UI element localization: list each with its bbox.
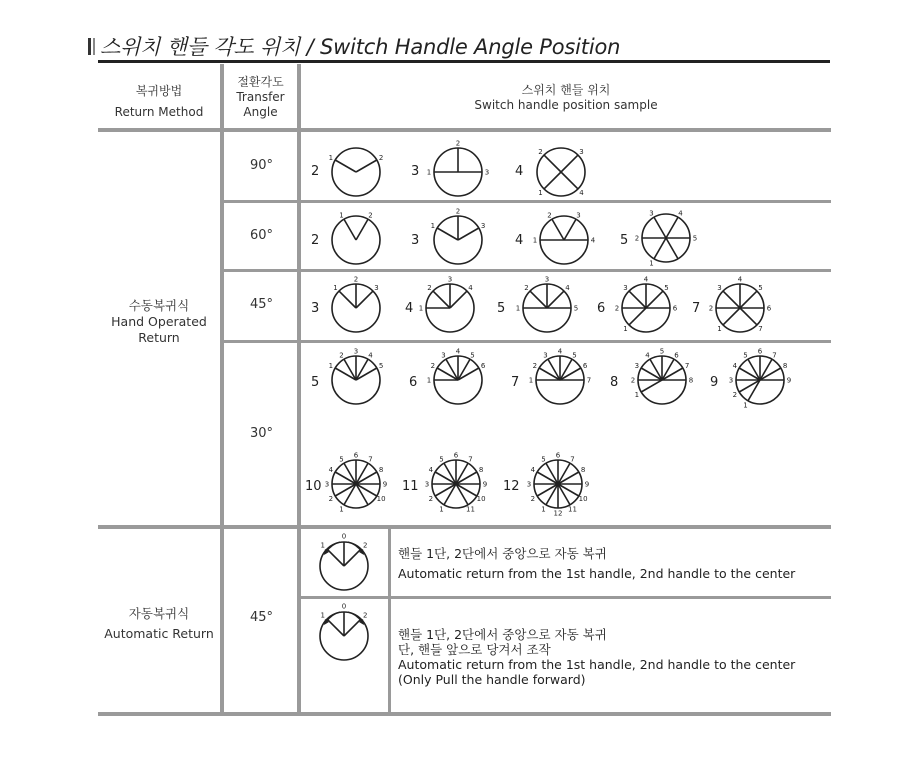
method-manual-ko: 수동복귀식 [128,298,190,313]
grid-line [388,528,391,715]
position-label: 2 [362,541,368,550]
position-label: 3 [374,283,379,292]
switch-diagram-30-7 [528,347,592,406]
position-label: 4 [678,209,683,218]
switch-position-line [723,308,740,325]
position-count: 8 [610,375,619,390]
position-label: 3 [480,222,486,230]
position-label: 4 [565,283,570,292]
position-label: 7 [468,455,473,464]
position-label: 1 [634,391,640,399]
position-label: 6 [353,451,359,460]
header-method-en: Return Method [114,105,204,119]
switch-position-line [629,308,646,325]
switch-position-line [356,291,373,308]
position-label: 2 [455,207,461,216]
grid-line [220,64,224,715]
position-label: 1 [320,611,326,620]
grid-line [297,64,301,715]
position-count: 2 [311,233,320,248]
position-label: 2 [532,362,538,370]
position-label: 2 [630,376,636,385]
position-label: 5 [378,362,384,370]
position-label: 8 [782,362,788,370]
position-label: 11 [466,505,475,514]
position-label: 3 [526,480,532,489]
switch-position-line [544,155,561,172]
position-label: 5 [573,304,579,313]
switch-diagram-30-8 [630,347,694,406]
position-label: 5 [572,351,577,360]
position-label: 3 [324,480,330,489]
header-angle-en1: Transfer [236,90,285,104]
position-label: 2 [530,495,536,503]
position-label: 1 [418,304,424,313]
position-label: 5 [439,455,444,464]
position-label: 1 [532,236,538,245]
switch-position-line [327,549,344,566]
position-label: 3 [649,209,654,218]
switch-position-line [547,291,564,308]
angle-60: 60° [250,228,274,243]
position-count: 6 [597,301,606,316]
method-manual-en1: Hand Operated [111,314,207,329]
position-label: 4 [737,275,743,284]
position-label: 7 [772,351,777,360]
switch-diagram-90-2 [330,146,382,198]
grid-line [98,128,831,132]
position-label: 6 [480,362,486,370]
position-count: 3 [411,164,420,179]
auto-row1-en: Automatic return from the 1st handle, 2nd handle to the center [398,566,796,581]
switch-diagram-auto-1 [318,532,370,592]
switch-position-line [344,549,361,566]
position-label: 2 [524,283,529,292]
position-label: 3 [441,351,446,360]
position-count: 9 [710,375,719,390]
header-method-ko: 복귀방법 [135,84,183,98]
position-label: 4 [590,236,596,245]
position-label: 0 [341,602,347,611]
position-label: 2 [547,211,552,220]
header-sample-en: Switch handle position sample [474,98,658,112]
position-label: 6 [672,304,678,313]
position-label: 2 [634,234,640,243]
position-label: 9 [482,480,488,489]
position-label: 8 [580,466,586,474]
position-label: 10 [376,495,386,503]
position-label: 4 [579,189,584,198]
position-label: 2 [368,211,373,220]
switch-diagram-30-6 [426,347,486,406]
position-label: 5 [743,351,748,360]
switch-diagram-60-4 [532,211,596,266]
position-label: 1 [339,505,344,514]
position-count: 4 [515,233,524,248]
position-label: 8 [378,466,384,474]
position-label: 1 [743,401,748,410]
grid-line [221,200,831,203]
header-position-sample [301,83,831,113]
switch-position-line [458,228,479,240]
position-count: 4 [405,301,414,316]
position-label: 9 [382,480,388,489]
method-hand-operated [100,298,218,346]
position-label: 2 [362,611,368,620]
position-label: 1 [430,222,436,230]
position-count: 6 [409,375,418,390]
position-label: 6 [453,451,459,460]
position-count: 7 [511,375,520,390]
position-label: 1 [328,154,334,162]
position-label: 6 [766,304,772,313]
position-label: 1 [515,304,521,313]
position-count: 5 [497,301,506,316]
position-label: 2 [430,362,436,370]
header-sample-ko: 스위치 핸들 위치 [521,83,611,97]
switch-position-line [666,238,678,259]
switch-diagram-30-11 [424,451,488,514]
switch-position-line [723,291,740,308]
position-label: 1 [528,376,534,385]
position-label: 0 [341,532,347,541]
position-count: 12 [503,479,520,494]
position-label: 6 [555,451,561,460]
position-count: 11 [402,479,419,494]
auto-row2-ko2: 단, 핸들 앞으로 당겨서 조작 [398,642,551,657]
position-label: 1 [541,505,546,514]
angle-auto-45: 45° [250,610,274,625]
position-label: 1 [623,325,628,334]
position-label: 1 [339,211,344,220]
switch-position-line [654,238,666,259]
position-label: 3 [484,168,490,177]
position-label: 2 [427,283,432,292]
method-auto-en: Automatic Return [104,626,214,641]
position-label: 3 [623,283,628,292]
position-label: 7 [758,325,763,334]
angle-30: 30° [250,426,274,441]
switch-position-line [740,308,757,325]
position-label: 2 [732,391,738,399]
switch-diagram-30-12 [526,451,590,518]
position-label: 3 [576,211,581,220]
switch-diagram-60-3 [430,207,486,266]
position-label: 3 [544,275,550,284]
angle-45: 45° [250,297,274,312]
position-label: 4 [645,351,650,360]
position-label: 1 [328,362,334,370]
position-label: 4 [428,466,434,474]
position-label: 2 [339,351,344,360]
position-label: 4 [643,275,649,284]
header-transfer-angle [224,75,297,120]
auto-row1-ko: 핸들 1단, 2단에서 중앙으로 자동 복귀 [398,546,607,561]
switch-diagram-90-4 [535,146,587,198]
position-label: 2 [328,495,334,503]
switch-diagram-60-2 [330,211,382,266]
position-label: 4 [530,466,536,474]
switch-diagram-auto-2 [318,602,370,662]
position-label: 5 [659,347,665,356]
position-label: 4 [557,347,563,356]
switch-diagram-45-3 [330,275,382,334]
position-label: 3 [634,362,640,370]
position-count: 2 [311,164,320,179]
switch-position-line [335,160,356,172]
position-label: 1 [426,168,432,177]
switch-position-line [433,291,450,308]
switch-position-line [344,219,356,240]
position-label: 5 [758,283,763,292]
position-label: 2 [708,304,714,313]
position-label: 4 [468,283,473,292]
position-label: 7 [586,376,592,385]
switch-position-line [641,380,662,392]
switch-diagram-45-4 [418,275,476,334]
position-label: 8 [478,466,484,474]
position-label: 9 [786,376,792,385]
position-label: 5 [692,234,698,243]
switch-position-line [629,291,646,308]
grid-line [298,596,831,599]
header-return-method [100,84,218,120]
position-label: 3 [424,480,430,489]
position-label: 6 [757,347,763,356]
auto-row2-en1: Automatic return from the 1st handle, 2nd handle to the center [398,657,796,672]
switch-position-line [666,217,678,238]
grid-line [98,525,831,529]
position-label: 6 [674,351,679,360]
auto-row2-ko1: 핸들 1단, 2단에서 중앙으로 자동 복귀 [398,627,607,642]
position-label: 7 [368,455,373,464]
position-label: 2 [614,304,620,313]
method-automatic [100,604,218,644]
position-label: 4 [732,362,738,370]
switch-position-line [552,219,564,240]
switch-position-line [450,291,467,308]
position-label: 7 [684,362,690,370]
switch-position-line [654,217,666,238]
switch-position-line [544,172,561,189]
angle-90: 90° [250,158,274,173]
position-label: 5 [470,351,475,360]
position-label: 3 [717,283,722,292]
position-label: 6 [582,362,588,370]
position-count: 3 [311,301,320,316]
position-label: 2 [378,154,384,162]
position-count: 4 [515,164,524,179]
position-label: 3 [353,347,359,356]
position-label: 11 [568,505,577,514]
switch-position-line [344,619,361,636]
header-angle-en2: Angle [243,105,278,119]
position-label: 1 [717,325,722,334]
position-label: 1 [333,283,338,292]
position-label: 1 [538,189,543,198]
switch-diagram-45-5 [515,275,579,334]
title-accent-bar-thin [93,38,95,55]
position-label: 2 [538,147,543,156]
position-label: 10 [476,495,486,503]
switch-diagram-30-10 [324,451,388,514]
page-title: 스위치 핸들 각도 위치 / Switch Handle Angle Position [100,35,621,59]
position-label: 1 [320,541,326,550]
method-manual-en2: Return [138,330,180,345]
switch-diagram-30-9 [728,347,792,410]
position-label: 2 [428,495,434,503]
auto-row2-en2: (Only Pull the handle forward) [398,672,586,687]
switch-position-line [327,619,344,636]
position-label: 8 [688,376,694,385]
grid-line [221,340,831,343]
header-angle-ko: 절환각도 [237,75,284,89]
position-label: 7 [570,455,575,464]
position-label: 4 [368,351,373,360]
position-label: 2 [353,275,359,284]
position-label: 4 [328,466,334,474]
position-count: 5 [620,233,629,248]
grid-line [98,712,831,716]
position-label: 5 [339,455,344,464]
position-label: 10 [578,495,588,503]
position-label: 3 [447,275,453,284]
position-label: 1 [439,505,444,514]
switch-position-line [437,228,458,240]
switch-position-line [356,160,377,172]
grid-line [221,269,831,272]
switch-position-line [740,291,757,308]
switch-diagram-60-5 [634,209,698,268]
position-label: 2 [455,139,461,148]
method-auto-ko: 자동복귀식 [128,606,190,621]
position-label: 1 [649,259,654,268]
position-count: 7 [692,301,701,316]
position-label: 3 [543,351,548,360]
switch-diagram-30-5 [328,347,384,406]
position-label: 4 [455,347,461,356]
switch-position-line [646,291,663,308]
switch-position-line [561,155,578,172]
switch-diagram-45-7 [708,275,772,334]
position-label: 5 [541,455,546,464]
position-label: 1 [426,376,432,385]
switch-position-line [356,219,368,240]
switch-position-line [561,172,578,189]
position-count: 5 [311,375,320,390]
title-accent-bar [88,38,91,55]
switch-diagram-45-6 [614,275,678,334]
position-label: 12 [553,509,563,518]
position-count: 10 [305,479,322,494]
position-label: 3 [579,147,584,156]
position-label: 9 [584,480,590,489]
switch-position-line [530,291,547,308]
position-label: 5 [664,283,669,292]
position-count: 3 [411,233,420,248]
switch-position-line [564,219,576,240]
switch-position-line [339,291,356,308]
position-label: 3 [728,376,734,385]
switch-diagram-90-3 [426,139,490,198]
title-rule [98,60,830,63]
